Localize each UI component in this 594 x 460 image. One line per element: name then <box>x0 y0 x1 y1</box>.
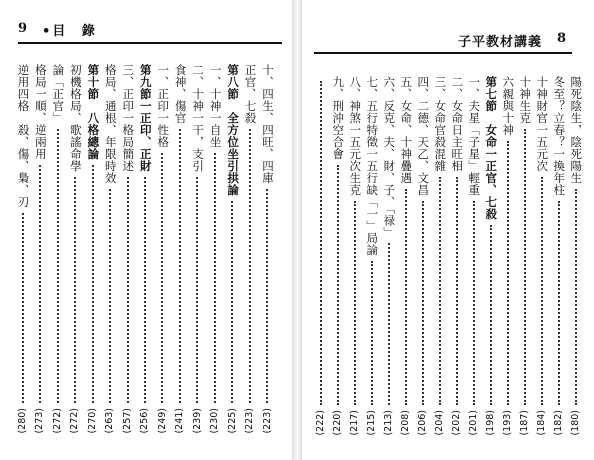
toc-entry-page: (208) <box>399 410 411 436</box>
dot-leader <box>231 201 233 403</box>
toc-entry-title: 十神財官一五元次 <box>535 76 550 172</box>
toc-entry-page: (184) <box>535 410 547 436</box>
toc-entry-page: (223) <box>244 408 256 434</box>
toc-entry <box>516 76 533 436</box>
header-rule <box>18 42 282 44</box>
toc-entry <box>312 76 329 436</box>
toc-entry-title: 二、女命日主旺相 <box>450 76 465 172</box>
header-title: • 目 錄 <box>42 20 101 39</box>
toc-entry-page: (241) <box>174 408 186 434</box>
dot-leader <box>337 165 339 405</box>
toc-entry-page: (182) <box>552 410 564 436</box>
dot-leader <box>144 177 146 403</box>
toc-entry <box>154 64 171 434</box>
toc-entry-page: (202) <box>450 410 462 436</box>
toc-entry <box>397 76 414 436</box>
toc-entry-page: (206) <box>416 410 428 436</box>
toc-entry-page: (257) <box>121 408 133 434</box>
dot-leader <box>214 153 216 403</box>
dot-leader <box>266 189 268 403</box>
toc-section-entry <box>224 64 241 434</box>
toc-entry-title: 六親與十神 <box>501 76 516 136</box>
left-page <box>0 0 292 460</box>
toc-entry-title: 十神生克 <box>518 76 533 124</box>
toc-entry <box>363 76 380 436</box>
dot-leader <box>490 225 492 405</box>
toc-entry-title: 四、二德、天乙、文昌 <box>416 76 431 196</box>
toc-entry <box>414 76 431 436</box>
toc-entry <box>119 64 136 434</box>
toc-entry-title: 食神、傷官 <box>173 64 188 124</box>
toc-entry <box>567 76 584 436</box>
dot-leader <box>388 243 390 405</box>
dot-leader <box>439 177 441 405</box>
toc-entry <box>14 64 31 434</box>
dot-leader <box>39 165 41 403</box>
toc-entry-title: 三、女命官殺混雜 <box>433 76 448 172</box>
toc-entry-page: (249) <box>156 408 168 434</box>
dot-leader <box>524 129 526 405</box>
toc-entry-page: (270) <box>86 408 98 434</box>
dot-leader <box>541 177 543 405</box>
toc-entry-page: (225) <box>226 408 238 434</box>
header-title: 子平教材講義 <box>457 35 542 50</box>
toc-section-entry <box>136 64 153 434</box>
toc-entry-title: 正官、七殺 <box>243 64 258 124</box>
toc-entry <box>241 64 258 434</box>
dot-leader <box>127 177 129 403</box>
toc-entry-page: (223) <box>261 408 273 434</box>
toc-entry-title: 九、刑沖空合會 <box>331 76 346 160</box>
dot-leader <box>473 201 475 405</box>
toc-entry-page: (217) <box>348 410 360 436</box>
toc-section-entry <box>482 76 499 436</box>
toc-entry-title: 七、五行特徵一五行缺「一」局論 <box>365 76 380 256</box>
toc-entry-page: (280) <box>16 408 28 434</box>
toc-entry <box>206 64 223 434</box>
right-page <box>302 0 594 460</box>
toc-entry-title: 格局一順、逆兩用 <box>33 64 48 160</box>
toc-entry-title: 三、正印一格局簡述 <box>121 64 136 172</box>
dot-leader <box>74 177 76 403</box>
toc-entry-page: (272) <box>51 408 63 434</box>
dot-leader <box>196 177 198 403</box>
dot-leader <box>507 141 509 405</box>
header-rule <box>314 52 572 54</box>
dot-leader <box>109 189 111 403</box>
toc-entry-title: 一、十神一自坐 <box>208 64 223 148</box>
toc-entry <box>189 64 206 434</box>
dot-leader <box>371 261 373 405</box>
toc-entry-page: (204) <box>433 410 445 436</box>
toc-entry <box>329 76 346 436</box>
toc-entry-page: (230) <box>209 408 221 434</box>
dot-leader <box>92 165 94 403</box>
page-number: 9 <box>18 21 28 36</box>
toc-entry <box>49 64 66 434</box>
toc-entry-title: 十、四生、四旺、四庫 <box>261 64 276 184</box>
dot-leader <box>422 201 424 405</box>
dot-leader <box>320 81 322 405</box>
toc-entry <box>465 76 482 436</box>
toc-entry <box>346 76 363 436</box>
toc-entry-title: 第九節一正印、正財 <box>138 64 153 172</box>
dot-leader <box>575 189 577 405</box>
toc-entry <box>380 76 397 436</box>
toc-entry-page: (256) <box>139 408 151 434</box>
book-gutter <box>292 0 302 460</box>
toc-section-entry <box>84 64 101 434</box>
toc-entry-title: 陽死陰生，陰死陽生 <box>569 76 584 184</box>
toc-entry-title: 五、女命、十神疊遇 <box>399 76 414 184</box>
toc-entry-title: 八、神煞一五元次生克 <box>348 76 363 196</box>
dot-leader <box>179 129 181 403</box>
toc-entry <box>66 64 83 434</box>
toc-entry <box>448 76 465 436</box>
toc-entry-page: (187) <box>518 410 530 436</box>
toc-entry-page: (239) <box>191 408 203 434</box>
toc-entry-title: 二、十神一干，支引 <box>191 64 206 172</box>
toc-entry <box>533 76 550 436</box>
toc-entry-title: 一、正印一性格 <box>156 64 171 148</box>
toc-entry-page: (213) <box>382 410 394 436</box>
toc-entry-title: 冬至？立春？一換年柱 <box>552 76 567 196</box>
toc-entry <box>431 76 448 436</box>
toc-entry-title: 逆用四格 殺、傷、梟、刃 <box>16 64 31 208</box>
toc-entry-page: (198) <box>484 410 496 436</box>
toc-columns <box>312 76 584 436</box>
toc-entry-title: 格局、通根、年限時效 <box>103 64 118 184</box>
toc-entry <box>171 64 188 434</box>
toc-entry-page: (273) <box>34 408 46 434</box>
dot-leader <box>249 129 251 403</box>
dot-leader <box>57 129 59 403</box>
toc-entry-page: (263) <box>104 408 116 434</box>
toc-entry <box>31 64 48 434</box>
dot-leader <box>161 153 163 403</box>
toc-entry-page: (193) <box>501 410 513 436</box>
toc-entry-title: 一、夫星「子星」輕重 <box>467 76 482 196</box>
toc-entry-page: (222) <box>314 410 326 436</box>
toc-entry-title: 初機格局、歌謠命學 <box>68 64 83 172</box>
toc-entry-title: 第八節 全方位坐引拱論 <box>226 64 241 196</box>
toc-entry-title: 論「正官」 <box>51 64 66 124</box>
toc-entry-title: 第七節 女命一正官、七殺 <box>484 76 499 220</box>
page-number: 8 <box>556 31 566 46</box>
toc-entry-title: 六、反克、夫、財、子、「禄」 <box>382 76 397 239</box>
dot-leader <box>354 201 356 405</box>
toc-entry-page: (215) <box>365 410 377 436</box>
dot-leader <box>22 213 24 403</box>
toc-entry <box>101 64 118 434</box>
toc-entry <box>499 76 516 436</box>
toc-entry-page: (220) <box>331 410 343 436</box>
toc-entry-page: (180) <box>569 410 581 436</box>
toc-entry <box>259 64 276 434</box>
toc-columns <box>14 64 276 434</box>
dot-leader <box>405 189 407 405</box>
toc-entry-title: 第十節 八格總論 <box>86 64 101 160</box>
toc-entry-page: (272) <box>69 408 81 434</box>
toc-entry-page: (201) <box>467 410 479 436</box>
toc-entry <box>550 76 567 436</box>
dot-leader <box>558 201 560 405</box>
dot-leader <box>456 177 458 405</box>
